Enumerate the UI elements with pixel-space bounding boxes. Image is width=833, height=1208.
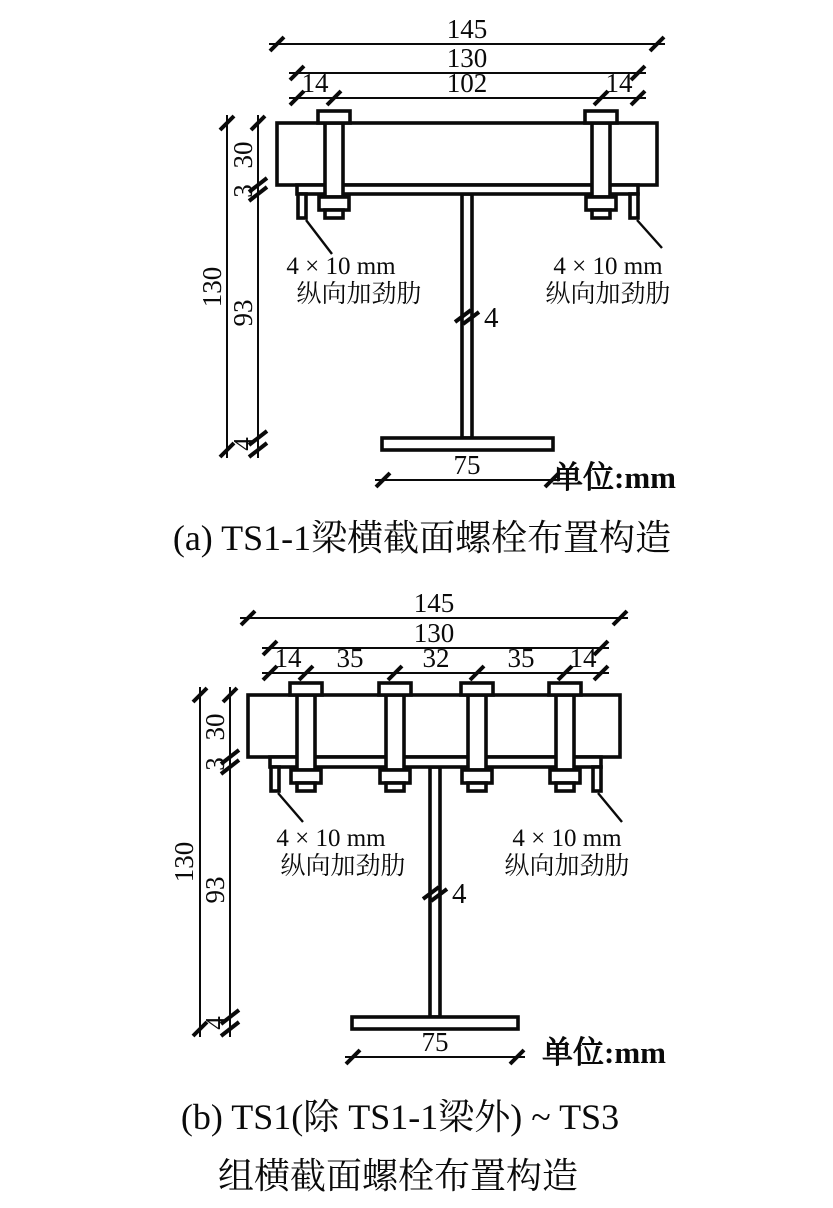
web-thickness-label: 4 <box>484 302 499 334</box>
top-flange <box>297 185 638 194</box>
dim-label-bottom-flange-width: 75 <box>453 450 481 480</box>
dim-label-flange-thickness: 3 <box>200 757 230 771</box>
bolt-head <box>290 683 322 695</box>
dim-label-segment-2: 35 <box>336 643 364 673</box>
dim-label-bottom-flange-thickness: 4 <box>200 1016 230 1030</box>
bolt-shaft <box>297 695 315 770</box>
bolt-nut <box>462 770 492 783</box>
bolt-tip <box>386 783 404 791</box>
bolt-nut <box>550 770 580 783</box>
stiffener-name-label: 纵向加劲肋 <box>280 853 406 880</box>
bolt-shaft <box>556 695 574 770</box>
stiffener-size-label: 4 × 10 mm <box>512 825 622 852</box>
dim-label-section-height: 130 <box>197 266 227 308</box>
stiffener-size-label: 4 × 10 mm <box>553 253 663 280</box>
dim-label-bolt-edge-right: 14 <box>605 68 633 98</box>
caption-b-line2: 组横截面螺栓布置构造 <box>217 1156 579 1196</box>
bolt-head <box>549 683 581 695</box>
stiffener-size-label: 4 × 10 mm <box>286 253 396 280</box>
stiffener-right <box>630 194 638 218</box>
bolt-head <box>318 111 350 123</box>
units-label: 单位:mm <box>542 1035 666 1070</box>
dim-label-slab-width: 145 <box>446 14 488 44</box>
dim-label-slab-width: 145 <box>413 588 455 618</box>
caption-b-line1: (b) TS1(除 TS1-1梁外) ~ TS3 <box>180 1097 620 1137</box>
bolt-nut <box>586 197 616 210</box>
dim-label-slab-thickness: 30 <box>228 141 258 169</box>
units-label: 单位:mm <box>552 460 676 495</box>
dim-label-bolt-edge-left: 14 <box>301 68 329 98</box>
dim-label-segment-3: 32 <box>422 643 450 673</box>
bolt-tip <box>325 210 343 218</box>
stiffener-name-label: 纵向加劲肋 <box>296 281 422 308</box>
dim-label-segment-5: 14 <box>569 643 597 673</box>
dim-label-segment-1: 14 <box>274 643 302 673</box>
stiffener-name-label: 纵向加劲肋 <box>545 281 671 308</box>
bolt-head <box>379 683 411 695</box>
bolt-nut <box>319 197 349 210</box>
dim-label-flange-width: 130 <box>413 618 455 648</box>
web-thickness-label: 4 <box>452 878 467 910</box>
bolt-nut <box>380 770 410 783</box>
stiffener-name-label: 纵向加劲肋 <box>504 853 630 880</box>
bolt-shaft <box>468 695 486 770</box>
dim-label-bottom-flange-width: 75 <box>421 1027 449 1057</box>
top-flange <box>270 757 601 767</box>
bolt-head <box>461 683 493 695</box>
stiffener-left <box>298 194 306 218</box>
bolt-shaft <box>386 695 404 770</box>
dim-label-bottom-flange-thickness: 4 <box>228 437 258 451</box>
dim-label-web-height: 93 <box>228 299 258 327</box>
bolt-tip <box>468 783 486 791</box>
bolt-tip <box>592 210 610 218</box>
dim-label-flange-thickness: 3 <box>228 184 258 198</box>
caption-a: (a) TS1-1梁横截面螺栓布置构造 <box>172 518 672 558</box>
bolt-nut <box>291 770 321 783</box>
bottom-flange <box>382 438 553 450</box>
bolt-tip <box>297 783 315 791</box>
stiffener-size-label: 4 × 10 mm <box>276 825 386 852</box>
bolt-shaft <box>325 123 343 197</box>
bolt-shaft <box>592 123 610 197</box>
dim-label-web-height: 93 <box>200 876 230 904</box>
stiffener-right <box>593 767 601 791</box>
dim-label-slab-thickness: 30 <box>200 713 230 741</box>
dim-label-segment-4: 35 <box>507 643 535 673</box>
dim-label-flange-width: 130 <box>446 43 488 73</box>
bolt-tip <box>556 783 574 791</box>
stiffener-left <box>271 767 279 791</box>
dim-label-section-height: 130 <box>169 841 199 883</box>
dim-label-bolt-middle: 102 <box>446 68 488 98</box>
bolt-head <box>585 111 617 123</box>
